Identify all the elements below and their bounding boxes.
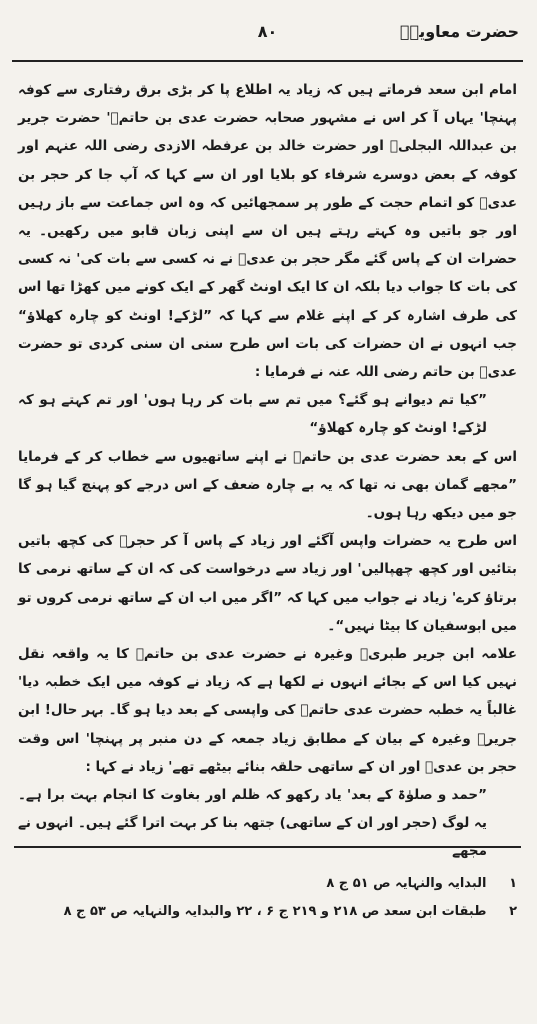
- quotation: ”حمد و صلوٰۃ کے بعد' یاد رکھو کہ ظلم اور بغاوت کا انجام بہت برا ہے۔ یہ لوگ (حجر اور ان کے ساتھی) جتھہ بنا کر بہت اترا گئے ہیں۔ انہوں نے مجھے: [18, 787, 487, 860]
- paragraph: علامہ ابن جریر طبریؒ وغیرہ نے حضرت عدی بن حاتمؓ کا یہ واقعہ نقل نہیں کیا اس کے بجائے انہوں نے لکھا ہے کہ زیاد نے کوفہ میں ایک خطبہ دیا' غالباً یہ خطبہ حضرت عدی حاتمؓ کی واپسی کے بعد دیا ہو گا۔ بہر حال! ابن جریرؒ وغیرہ کے بیان کے مطابق زیاد جمعہ کے دن منبر پر پہنچا' اس وقت حجر بن عدیؓ اور ان کے ساتھی حلقہ بنائے بیٹھے تھے' زیاد نے کہا :: [18, 646, 517, 775]
- page-header: [16, 22, 519, 50]
- running-title: حضرت معاویہؓ: [400, 22, 519, 41]
- footnote: [18, 870, 517, 898]
- footnote-text: طبقات ابن سعد ص ۲۱۸ و ۲۱۹ ج ۶ ، ۲۲ والبدایہ والنہایہ ص ۵۳ ج ۸: [63, 904, 487, 919]
- footnotes: [18, 870, 517, 926]
- paragraph: اس طرح یہ حضرات واپس آگئے اور زیاد کے پاس آ کر حجرؓ کی کچھ باتیں بتائیں اور کچھ چھپالیں' اور زیاد سے درخواست کی کہ ان کے ساتھ نرمی کا برتاؤ کرے' زیاد نے جواب میں کہا کہ ”اگر میں اب ان کے ساتھ نرمی کروں تو میں ابوسفیان کا بیٹا نہیں“۔: [18, 533, 517, 634]
- footnote-marker: ۲: [509, 904, 517, 919]
- paragraph: اس کے بعد حضرت عدی بن حاتمؓ نے اپنے ساتھیوں سے خطاب کر کے فرمایا ”مجھے گمان بھی نہ تھا کہ یہ بے چارہ ضعف کے اس درجے کو پہنچ گیا ہو گا جو میں دیکھ رہا ہوں۔: [18, 448, 517, 522]
- paragraph: امام ابن سعد فرماتے ہیں کہ زیاد یہ اطلاع پا کر بڑی برق رفتاری سے کوفہ پہنچا' یہاں آ کر اس نے مشہور صحابہ حضرت عدی بن حاتمؓ' حضرت جریر بن عبداللہ البجلیؓ اور حضرت خالد بن عرفطہ الازدی رضی اللہ عنہم اور کوفہ کے بعض دوسرے شرفاء کو بلایا اور ان سے کہا کہ آپ جا کر حجر بن عدیؓ کو اتمام حجت کے طور پر سمجھائیں کہ وہ اس جماعت سے باز رہیں اور جو باتیں وہ کہتے رہتے ہیں ان سے اپنی زبان قابو میں رکھیں۔ یہ حضرات ان کے پاس گئے مگر حجر بن عدیؓ نے نہ کسی سے بات کی' نہ کسی کی بات کا جواب دیا بلکہ ان کا ایک اونٹ گھر کے ایک کونے میں کھڑا تھا اس کی طرف اشارہ کر کے اپنے غلام سے کہا کہ ”لڑکے! اونٹ کو چارہ کھلاؤ“ جب انہوں نے ان حضرات کی بات اس طرح سنی ان سنی کردی تو حضرت عدیؓ بن حاتم رضی اللہ عنہ نے فرمایا :: [18, 82, 517, 381]
- footnote: [18, 898, 517, 926]
- main-text: [18, 76, 517, 866]
- footnote-marker: ۱: [509, 876, 517, 891]
- header-rule: [12, 60, 523, 62]
- footnote-rule: [14, 846, 521, 848]
- footnote-text: البدایہ والنہایہ ص ۵۱ ج ۸: [326, 876, 487, 891]
- page-number: ۸۰: [257, 22, 278, 41]
- quotation: ”کیا تم دیوانے ہو گئے؟ میں تم سے بات کر رہا ہوں' اور تم کہتے ہو کہ لڑکے! اونٹ کو چارہ کھلاؤ“: [18, 392, 487, 437]
